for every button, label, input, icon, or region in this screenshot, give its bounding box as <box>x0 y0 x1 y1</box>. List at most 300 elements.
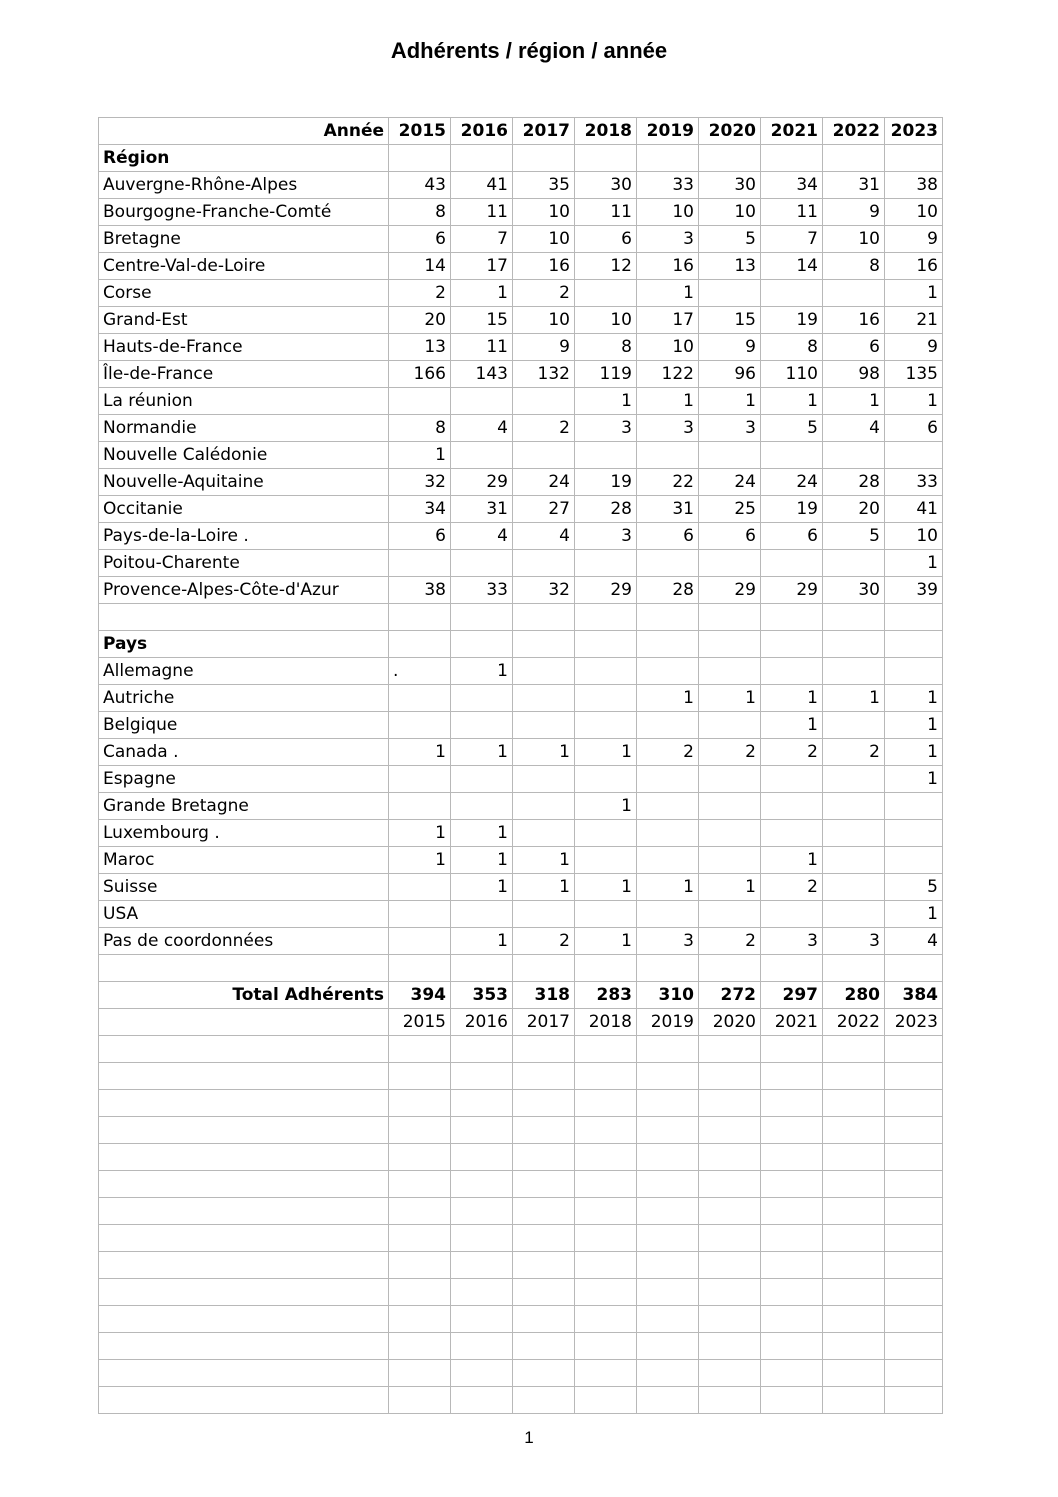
value-cell <box>699 1090 761 1117</box>
value-cell <box>885 1387 943 1414</box>
section-label: Région <box>99 145 389 172</box>
value-cell <box>823 1333 885 1360</box>
value-cell <box>761 604 823 631</box>
value-cell: 24 <box>699 469 761 496</box>
value-cell <box>699 1387 761 1414</box>
value-cell: 143 <box>451 361 513 388</box>
value-cell: 28 <box>575 496 637 523</box>
value-cell <box>637 847 699 874</box>
value-cell <box>761 793 823 820</box>
value-cell <box>513 712 575 739</box>
value-cell <box>637 1306 699 1333</box>
value-cell <box>699 901 761 928</box>
value-cell <box>761 550 823 577</box>
value-cell: 9 <box>885 334 943 361</box>
row-label <box>99 955 389 982</box>
header-label: Année <box>99 118 389 145</box>
footer-year-cell: 2022 <box>823 1009 885 1036</box>
value-cell: 4 <box>451 523 513 550</box>
table-row <box>99 577 943 604</box>
value-cell <box>699 658 761 685</box>
value-cell <box>575 1198 637 1225</box>
value-cell <box>761 1117 823 1144</box>
value-cell <box>637 1279 699 1306</box>
value-cell <box>513 550 575 577</box>
value-cell: 38 <box>885 172 943 199</box>
value-cell: . <box>389 658 451 685</box>
value-cell: 8 <box>389 415 451 442</box>
value-cell: 1 <box>513 847 575 874</box>
value-cell: 1 <box>575 928 637 955</box>
value-cell: 1 <box>451 658 513 685</box>
value-cell: 4 <box>885 928 943 955</box>
value-cell: 10 <box>575 307 637 334</box>
value-cell <box>575 766 637 793</box>
value-cell <box>823 1225 885 1252</box>
value-cell: 1 <box>637 280 699 307</box>
value-cell <box>699 604 761 631</box>
value-cell: 9 <box>885 226 943 253</box>
value-cell <box>389 1117 451 1144</box>
row-label: La réunion <box>99 388 389 415</box>
value-cell <box>885 442 943 469</box>
value-cell: 1 <box>699 874 761 901</box>
value-cell: 30 <box>575 172 637 199</box>
value-cell: 10 <box>699 199 761 226</box>
value-cell: 5 <box>885 874 943 901</box>
value-cell <box>389 631 451 658</box>
value-cell <box>513 631 575 658</box>
page-number: 1 <box>524 1428 534 1447</box>
value-cell <box>637 1252 699 1279</box>
value-cell: 5 <box>761 415 823 442</box>
header-year: 2015 <box>389 118 451 145</box>
total-cell: 272 <box>699 982 761 1009</box>
value-cell <box>823 901 885 928</box>
row-label: Hauts-de-France <box>99 334 389 361</box>
value-cell <box>575 442 637 469</box>
footer-year-cell: 2017 <box>513 1009 575 1036</box>
value-cell <box>823 1090 885 1117</box>
value-cell: 1 <box>575 793 637 820</box>
value-cell <box>513 901 575 928</box>
value-cell <box>451 793 513 820</box>
value-cell <box>885 1306 943 1333</box>
value-cell <box>451 388 513 415</box>
value-cell <box>389 928 451 955</box>
value-cell: 6 <box>823 334 885 361</box>
value-cell <box>575 604 637 631</box>
value-cell: 14 <box>389 253 451 280</box>
value-cell: 1 <box>885 685 943 712</box>
value-cell: 98 <box>823 361 885 388</box>
value-cell: 19 <box>575 469 637 496</box>
value-cell: 10 <box>513 307 575 334</box>
value-cell <box>699 793 761 820</box>
value-cell <box>575 1360 637 1387</box>
value-cell <box>823 847 885 874</box>
row-label <box>99 1360 389 1387</box>
value-cell <box>823 955 885 982</box>
value-cell <box>389 793 451 820</box>
value-cell <box>451 604 513 631</box>
value-cell <box>451 1333 513 1360</box>
value-cell <box>885 1063 943 1090</box>
row-label: Provence-Alpes-Côte-d'Azur <box>99 577 389 604</box>
value-cell: 13 <box>389 334 451 361</box>
value-cell <box>389 712 451 739</box>
value-cell <box>389 388 451 415</box>
value-cell: 10 <box>637 199 699 226</box>
value-cell: 135 <box>885 361 943 388</box>
value-cell <box>885 1171 943 1198</box>
value-cell <box>451 685 513 712</box>
value-cell: 4 <box>823 415 885 442</box>
total-cell: 280 <box>823 982 885 1009</box>
value-cell <box>389 955 451 982</box>
value-cell: 10 <box>885 199 943 226</box>
row-label <box>99 1144 389 1171</box>
value-cell <box>513 1198 575 1225</box>
value-cell: 7 <box>761 226 823 253</box>
table-row <box>99 766 943 793</box>
empty-row <box>99 1360 943 1387</box>
value-cell <box>575 658 637 685</box>
empty-row <box>99 1387 943 1414</box>
value-cell <box>637 766 699 793</box>
value-cell: 43 <box>389 172 451 199</box>
value-cell: 7 <box>451 226 513 253</box>
value-cell <box>823 145 885 172</box>
value-cell <box>699 1252 761 1279</box>
value-cell: 1 <box>885 712 943 739</box>
value-cell <box>823 1144 885 1171</box>
page-title: Adhérents / région / année <box>390 38 668 63</box>
value-cell: 33 <box>637 172 699 199</box>
value-cell: 8 <box>389 199 451 226</box>
row-label: Bourgogne-Franche-Comté <box>99 199 389 226</box>
header-year: 2022 <box>823 118 885 145</box>
total-cell: 283 <box>575 982 637 1009</box>
row-label <box>99 604 389 631</box>
value-cell: 1 <box>761 847 823 874</box>
value-cell <box>823 442 885 469</box>
value-cell <box>885 604 943 631</box>
value-cell: 1 <box>885 388 943 415</box>
row-label: Occitanie <box>99 496 389 523</box>
row-label: Centre-Val-de-Loire <box>99 253 389 280</box>
value-cell: 29 <box>699 577 761 604</box>
value-cell <box>761 766 823 793</box>
value-cell <box>885 955 943 982</box>
value-cell: 1 <box>885 739 943 766</box>
value-cell <box>513 658 575 685</box>
value-cell <box>513 955 575 982</box>
value-cell <box>699 1036 761 1063</box>
value-cell <box>823 793 885 820</box>
value-cell <box>575 712 637 739</box>
value-cell: 29 <box>575 577 637 604</box>
value-cell: 1 <box>699 388 761 415</box>
value-cell <box>451 1225 513 1252</box>
value-cell: 1 <box>575 739 637 766</box>
value-cell <box>637 1171 699 1198</box>
row-label <box>99 1333 389 1360</box>
row-label: Pays-de-la-Loire . <box>99 523 389 550</box>
value-cell: 33 <box>451 577 513 604</box>
value-cell <box>513 1036 575 1063</box>
empty-row <box>99 955 943 982</box>
table-row <box>99 928 943 955</box>
value-cell: 1 <box>389 442 451 469</box>
value-cell: 10 <box>637 334 699 361</box>
value-cell <box>699 145 761 172</box>
value-cell <box>823 1387 885 1414</box>
value-cell <box>885 1090 943 1117</box>
header-year: 2021 <box>761 118 823 145</box>
value-cell: 32 <box>389 469 451 496</box>
row-label <box>99 1387 389 1414</box>
section-header-row <box>99 631 943 658</box>
value-cell <box>513 145 575 172</box>
header-year: 2019 <box>637 118 699 145</box>
value-cell <box>513 820 575 847</box>
value-cell <box>451 1252 513 1279</box>
value-cell: 166 <box>389 361 451 388</box>
value-cell <box>389 1306 451 1333</box>
value-cell <box>637 901 699 928</box>
value-cell: 10 <box>823 226 885 253</box>
value-cell: 41 <box>451 172 513 199</box>
value-cell <box>885 1117 943 1144</box>
value-cell <box>637 1225 699 1252</box>
value-cell: 1 <box>761 685 823 712</box>
value-cell <box>637 604 699 631</box>
value-cell: 122 <box>637 361 699 388</box>
value-cell <box>637 955 699 982</box>
value-cell <box>575 955 637 982</box>
row-label: Nouvelle-Aquitaine <box>99 469 389 496</box>
value-cell <box>761 1279 823 1306</box>
value-cell: 29 <box>761 577 823 604</box>
value-cell <box>761 1198 823 1225</box>
value-cell: 6 <box>885 415 943 442</box>
row-label: Suisse <box>99 874 389 901</box>
value-cell: 4 <box>451 415 513 442</box>
empty-row <box>99 1171 943 1198</box>
value-cell: 1 <box>389 739 451 766</box>
value-cell <box>513 1144 575 1171</box>
empty-row <box>99 1225 943 1252</box>
value-cell: 30 <box>699 172 761 199</box>
value-cell <box>389 1144 451 1171</box>
value-cell <box>761 1252 823 1279</box>
value-cell <box>637 1036 699 1063</box>
value-cell <box>823 874 885 901</box>
table-row <box>99 334 943 361</box>
value-cell: 31 <box>451 496 513 523</box>
value-cell <box>823 1279 885 1306</box>
value-cell: 28 <box>637 577 699 604</box>
total-cell: 394 <box>389 982 451 1009</box>
value-cell: 8 <box>823 253 885 280</box>
footer-year-cell: 2016 <box>451 1009 513 1036</box>
value-cell <box>885 1279 943 1306</box>
value-cell <box>513 793 575 820</box>
value-cell <box>699 847 761 874</box>
value-cell: 1 <box>575 874 637 901</box>
value-cell <box>451 1279 513 1306</box>
value-cell <box>885 1144 943 1171</box>
value-cell <box>823 280 885 307</box>
value-cell <box>575 280 637 307</box>
row-label: Grande Bretagne <box>99 793 389 820</box>
value-cell <box>699 1360 761 1387</box>
row-label: Maroc <box>99 847 389 874</box>
value-cell <box>451 1198 513 1225</box>
value-cell <box>637 1063 699 1090</box>
table-row <box>99 820 943 847</box>
footer-years-row <box>99 1009 943 1036</box>
value-cell <box>699 631 761 658</box>
value-cell: 1 <box>513 874 575 901</box>
value-cell: 33 <box>885 469 943 496</box>
value-cell <box>761 1171 823 1198</box>
value-cell <box>575 1171 637 1198</box>
value-cell: 24 <box>513 469 575 496</box>
table-row <box>99 415 943 442</box>
value-cell <box>451 712 513 739</box>
value-cell: 1 <box>513 739 575 766</box>
value-cell <box>513 1252 575 1279</box>
value-cell <box>885 145 943 172</box>
table-row <box>99 658 943 685</box>
value-cell <box>389 1090 451 1117</box>
value-cell <box>761 631 823 658</box>
value-cell <box>761 1036 823 1063</box>
table-row <box>99 523 943 550</box>
value-cell: 2 <box>761 874 823 901</box>
value-cell: 6 <box>389 226 451 253</box>
header-year: 2018 <box>575 118 637 145</box>
value-cell: 1 <box>637 685 699 712</box>
value-cell <box>513 442 575 469</box>
value-cell: 17 <box>637 307 699 334</box>
value-cell <box>761 820 823 847</box>
value-cell: 6 <box>761 523 823 550</box>
table-row <box>99 199 943 226</box>
empty-row <box>99 1036 943 1063</box>
value-cell <box>451 901 513 928</box>
value-cell: 31 <box>823 172 885 199</box>
value-cell <box>389 1225 451 1252</box>
row-label <box>99 1009 389 1036</box>
table-row <box>99 550 943 577</box>
empty-row <box>99 1063 943 1090</box>
row-label: Corse <box>99 280 389 307</box>
value-cell: 1 <box>451 280 513 307</box>
row-label: Grand-Est <box>99 307 389 334</box>
value-cell: 2 <box>513 928 575 955</box>
empty-row <box>99 1252 943 1279</box>
empty-row <box>99 1333 943 1360</box>
table-row <box>99 280 943 307</box>
total-cell: 297 <box>761 982 823 1009</box>
row-label: USA <box>99 901 389 928</box>
value-cell <box>823 1171 885 1198</box>
value-cell <box>761 1225 823 1252</box>
value-cell <box>699 280 761 307</box>
value-cell <box>823 1036 885 1063</box>
table-row <box>99 307 943 334</box>
value-cell <box>575 1036 637 1063</box>
empty-row <box>99 604 943 631</box>
value-cell <box>451 1117 513 1144</box>
value-cell <box>699 1279 761 1306</box>
value-cell: 20 <box>389 307 451 334</box>
value-cell <box>699 1117 761 1144</box>
row-label <box>99 1198 389 1225</box>
value-cell <box>575 847 637 874</box>
value-cell: 6 <box>389 523 451 550</box>
row-label: Poitou-Charente <box>99 550 389 577</box>
value-cell <box>513 685 575 712</box>
value-cell <box>575 1333 637 1360</box>
value-cell <box>761 1144 823 1171</box>
value-cell <box>823 1360 885 1387</box>
value-cell <box>451 1360 513 1387</box>
value-cell: 17 <box>451 253 513 280</box>
value-cell <box>699 1144 761 1171</box>
value-cell <box>575 145 637 172</box>
value-cell <box>885 820 943 847</box>
table-row <box>99 172 943 199</box>
value-cell: 3 <box>575 523 637 550</box>
value-cell <box>637 1360 699 1387</box>
value-cell <box>885 631 943 658</box>
value-cell <box>699 1063 761 1090</box>
value-cell <box>575 1144 637 1171</box>
value-cell <box>513 1090 575 1117</box>
value-cell <box>823 820 885 847</box>
value-cell <box>699 766 761 793</box>
value-cell: 10 <box>513 199 575 226</box>
footer-year-cell: 2015 <box>389 1009 451 1036</box>
value-cell <box>699 955 761 982</box>
value-cell <box>389 685 451 712</box>
value-cell: 25 <box>699 496 761 523</box>
value-cell <box>389 874 451 901</box>
empty-row <box>99 1090 943 1117</box>
value-cell: 3 <box>637 226 699 253</box>
row-label <box>99 1036 389 1063</box>
empty-row <box>99 1279 943 1306</box>
value-cell <box>389 1198 451 1225</box>
table-row <box>99 442 943 469</box>
value-cell <box>389 1252 451 1279</box>
value-cell: 16 <box>885 253 943 280</box>
header-year: 2016 <box>451 118 513 145</box>
header-year: 2017 <box>513 118 575 145</box>
row-label: Belgique <box>99 712 389 739</box>
value-cell <box>885 1036 943 1063</box>
table-row <box>99 226 943 253</box>
row-label: Autriche <box>99 685 389 712</box>
value-cell <box>761 280 823 307</box>
value-cell: 5 <box>699 226 761 253</box>
total-label: Total Adhérents <box>99 982 389 1009</box>
value-cell <box>451 1306 513 1333</box>
